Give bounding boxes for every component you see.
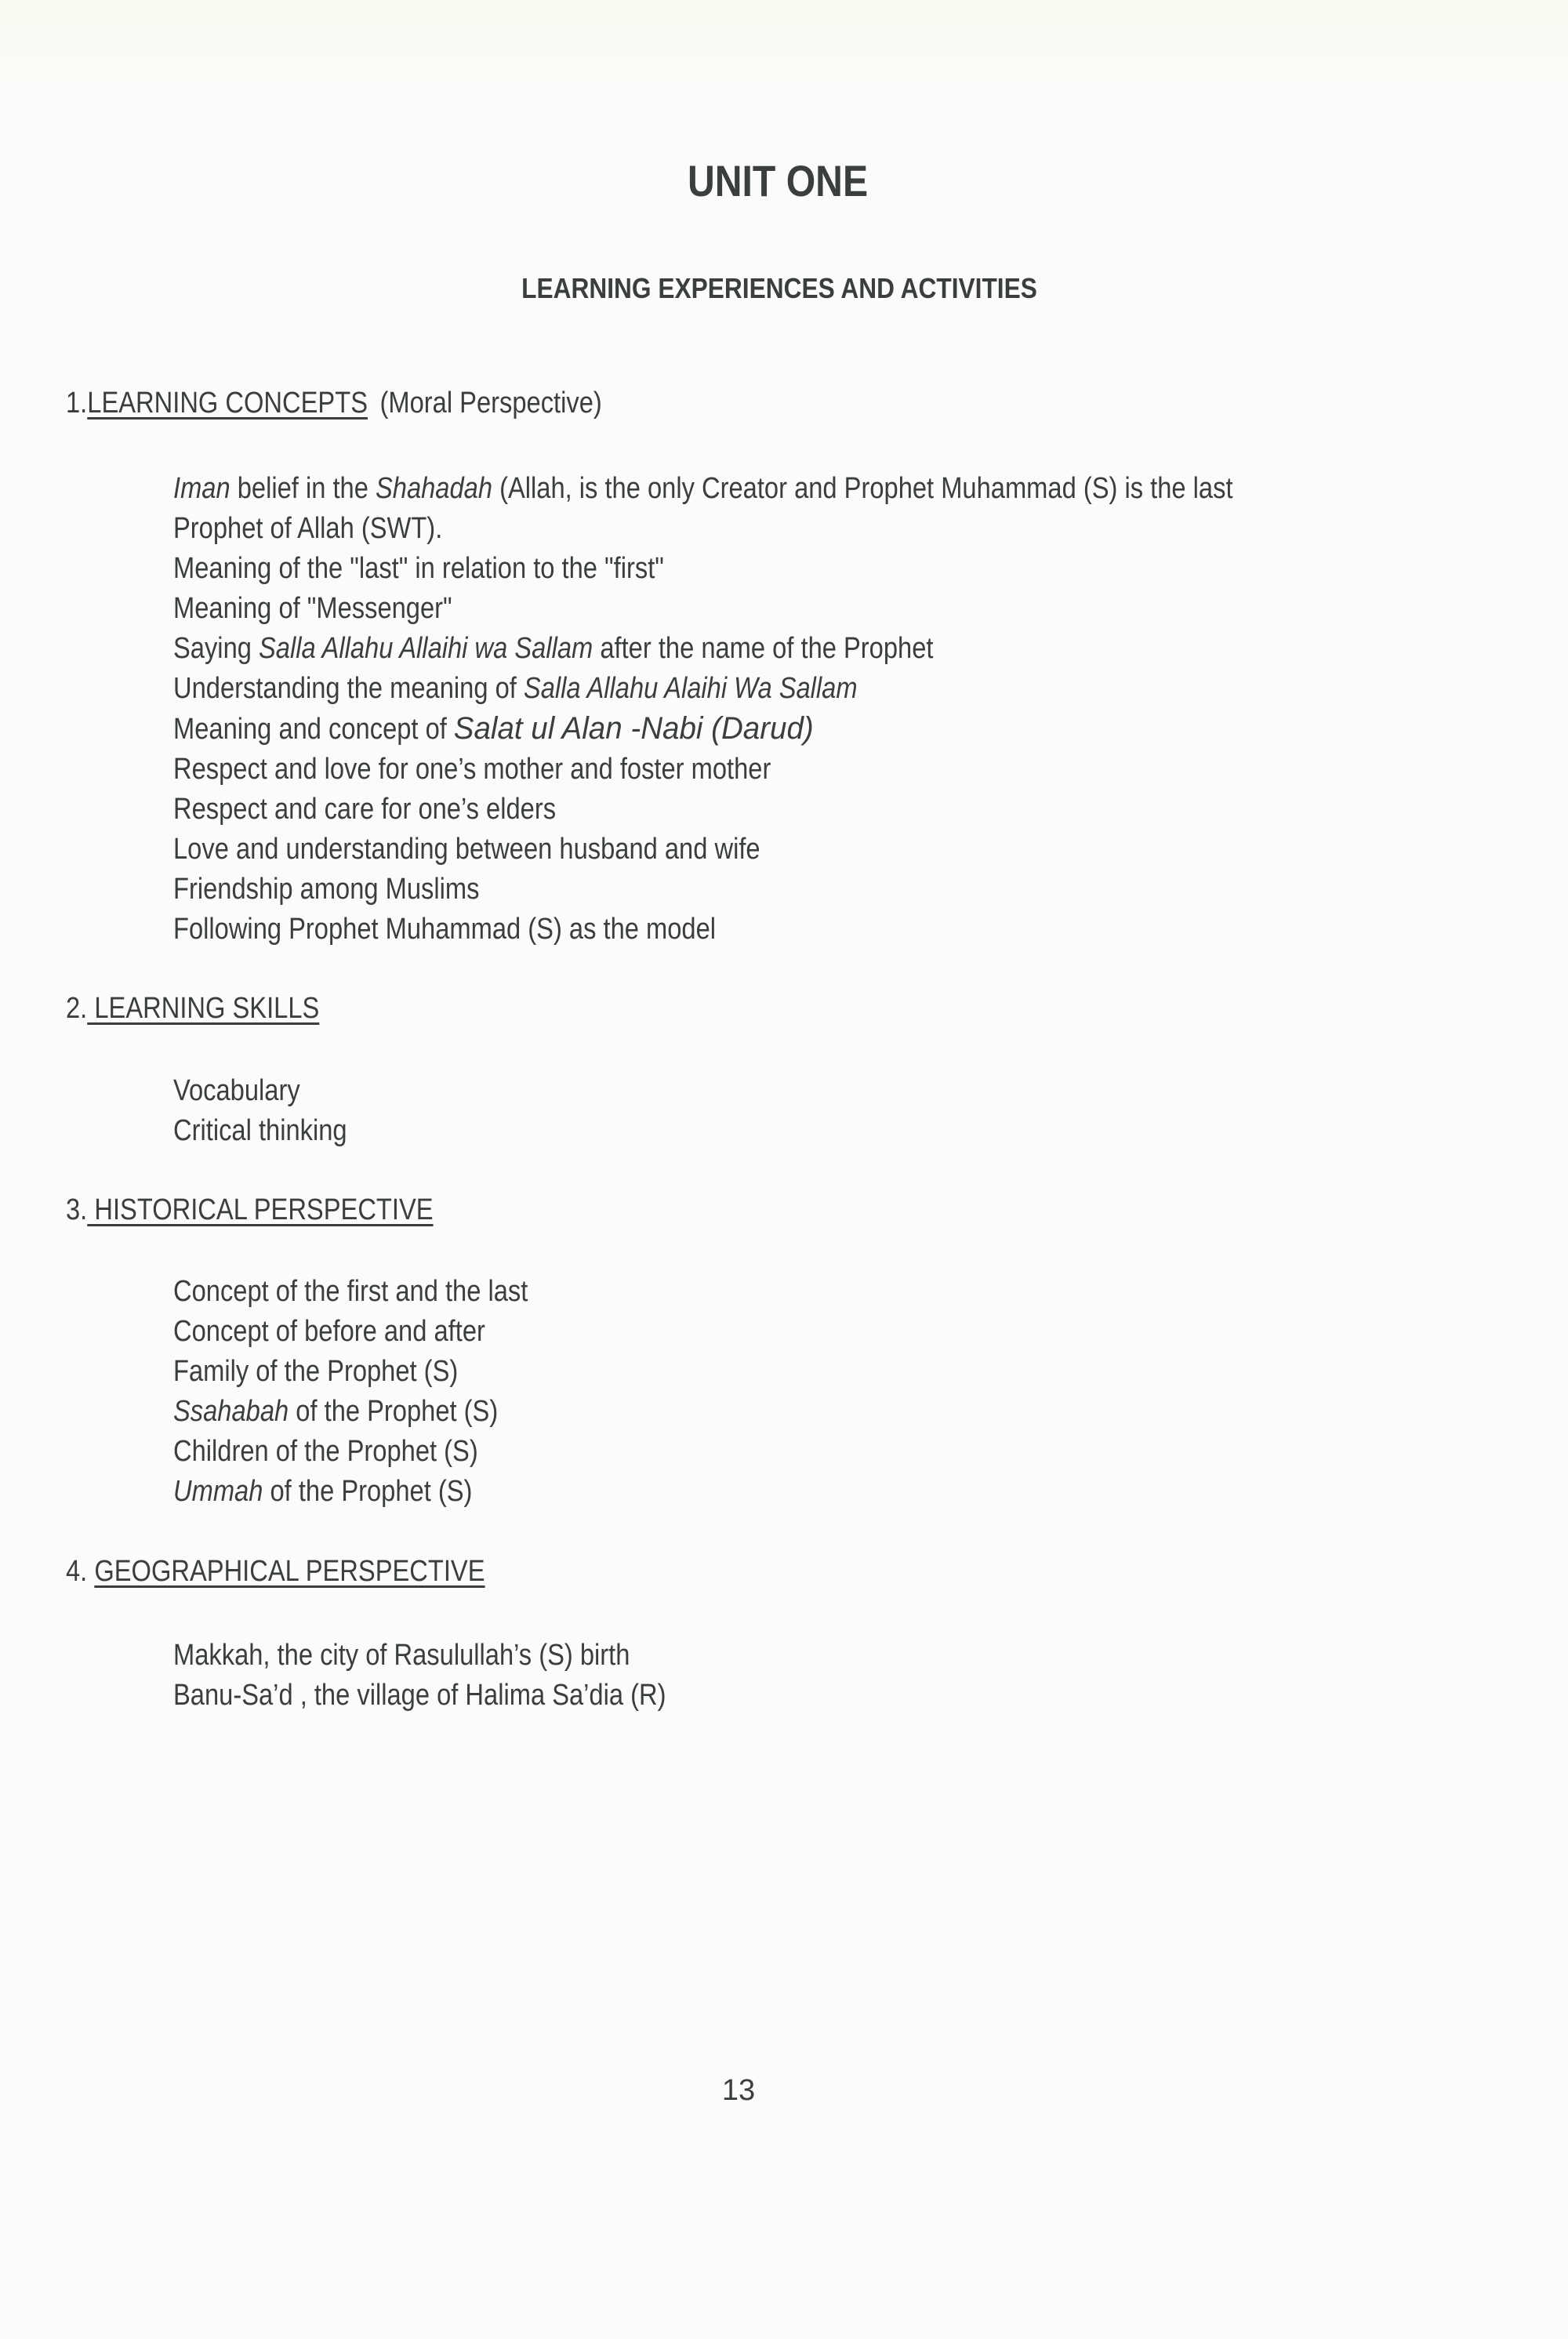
item-text: Meaning of the "last" in relation to the "first" — [173, 552, 664, 585]
italic-term: Iman — [173, 472, 230, 505]
list-item — [173, 629, 1233, 669]
list-item — [173, 669, 1233, 709]
item-text: Friendship among Muslims — [173, 873, 480, 906]
section-items-learning-concepts — [173, 469, 1233, 950]
section-heading-note: (Moral Perspective) — [379, 387, 602, 419]
section-heading-label: HISTORICAL PERSPECTIVE — [87, 1193, 434, 1226]
section-heading-label: GEOGRAPHICAL PERSPECTIVE — [94, 1555, 485, 1588]
item-text: Concept of before and after — [173, 1315, 485, 1348]
list-item — [173, 1111, 347, 1151]
list-item — [173, 1312, 528, 1352]
section-number: 2. — [66, 992, 88, 1025]
item-text: Family of the Prophet (S) — [173, 1355, 459, 1388]
list-item — [173, 750, 1233, 790]
item-text: of the Prophet (S) — [289, 1395, 499, 1428]
section-heading-geographical-perspective — [66, 1555, 485, 1589]
list-item — [173, 1432, 528, 1472]
italic-term: Salla Allahu Alaihi Wa Sallam — [523, 672, 858, 705]
list-item — [173, 1272, 528, 1312]
item-text: Children of the Prophet (S) — [173, 1435, 478, 1468]
item-text: Love and understanding between husband and wife — [173, 833, 760, 866]
page-subtitle: LEARNING EXPERIENCES AND ACTIVITIES — [521, 272, 1037, 304]
item-text: Critical thinking — [173, 1114, 347, 1147]
list-item — [173, 1071, 347, 1111]
list-item — [173, 1676, 666, 1716]
item-text: (Allah, is the only Creator and Prophet Muhammad (S) is the last — [492, 472, 1233, 505]
list-item — [173, 589, 1233, 629]
section-heading-historical-perspective — [66, 1193, 434, 1227]
list-item — [173, 1636, 666, 1676]
item-text: Saying — [173, 632, 260, 665]
item-text: after the name of the Prophet — [593, 632, 934, 665]
item-text: belief in the — [230, 472, 376, 505]
list-item — [173, 830, 1233, 870]
italic-term: Ummah — [173, 1475, 263, 1508]
italic-term: Ssahabah — [173, 1395, 289, 1428]
list-item — [173, 870, 1233, 910]
item-text: Banu-Sa’d , the village of Halima Sa’dia (R) — [173, 1679, 666, 1712]
item-text: Makkah, the city of Rasulullah’s (S) birth — [173, 1639, 630, 1672]
list-item — [173, 709, 1233, 750]
italic-term: Salla Allahu Allaihi wa Sallam — [259, 632, 593, 665]
item-text: Following Prophet Muhammad (S) as the model — [173, 913, 717, 946]
page-number: 13 — [721, 2074, 756, 2107]
item-text: of the Prophet (S) — [263, 1475, 473, 1508]
item-text: Respect and care for one’s elders — [173, 793, 557, 826]
section-heading-label: LEARNING CONCEPTS — [87, 387, 368, 419]
list-item — [173, 1392, 528, 1432]
section-heading-label: LEARNING SKILLS — [87, 992, 320, 1025]
section-items-learning-skills — [173, 1071, 347, 1151]
italic-term: Salat ul Alan -Nabi (Darud) — [453, 711, 814, 746]
item-text: Vocabulary — [173, 1074, 300, 1107]
list-item — [173, 549, 1233, 589]
section-heading-learning-skills — [66, 992, 319, 1026]
item-text: Meaning of "Messenger" — [173, 592, 452, 625]
item-text: Prophet of Allah (SWT). — [173, 512, 443, 545]
page-title: UNIT ONE — [687, 156, 869, 205]
item-text: Respect and love for one’s mother and foster mother — [173, 753, 771, 786]
section-number: 3. — [66, 1193, 88, 1226]
list-item — [173, 509, 1233, 549]
list-item — [173, 910, 1233, 950]
list-item — [173, 790, 1233, 830]
section-items-historical-perspective — [173, 1272, 528, 1512]
section-items-geographical-perspective — [173, 1636, 666, 1716]
item-text: Understanding the meaning of — [173, 672, 524, 705]
item-text: Concept of the first and the last — [173, 1275, 528, 1308]
list-item — [173, 469, 1233, 509]
item-text: Meaning and concept of — [173, 713, 454, 746]
section-number: 4. — [66, 1555, 95, 1588]
section-heading-learning-concepts — [66, 387, 602, 420]
italic-term: Shahadah — [375, 472, 493, 505]
section-number: 1. — [66, 387, 88, 419]
list-item — [173, 1352, 528, 1392]
list-item — [173, 1472, 528, 1512]
